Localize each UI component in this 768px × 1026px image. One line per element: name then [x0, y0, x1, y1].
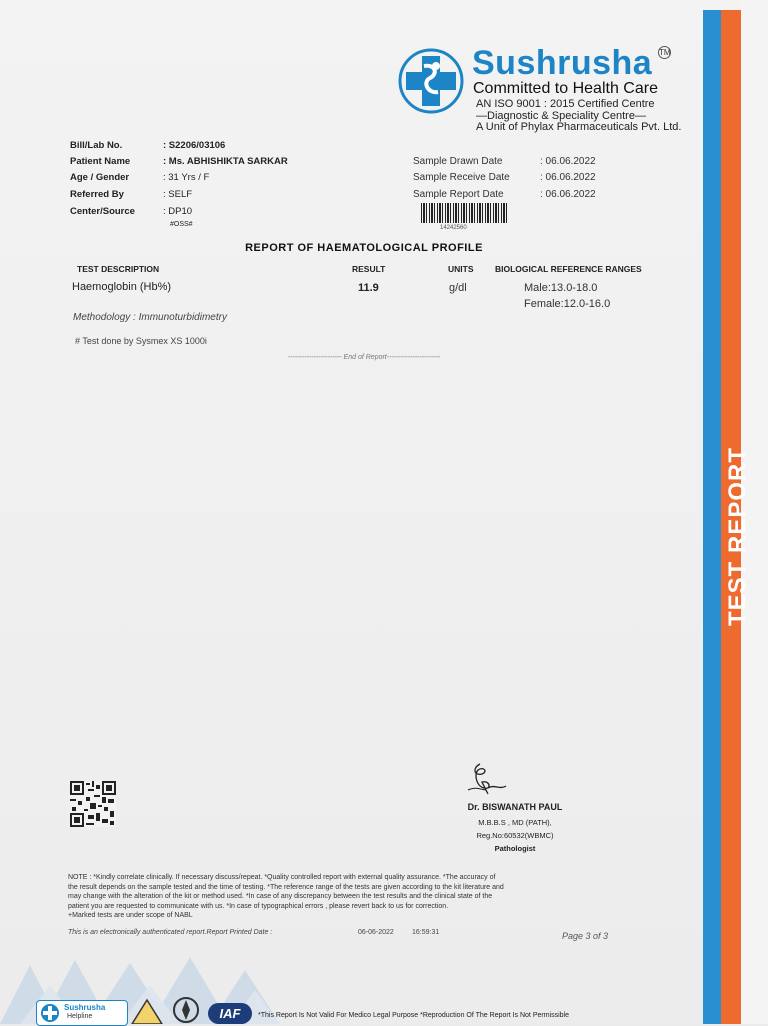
sample-barcode — [421, 203, 507, 223]
disclaimer-note — [68, 873, 608, 921]
header-reference-ranges: BIOLOGICAL REFERENCE RANGES — [495, 264, 642, 274]
note-line: patient you are requested to communicate with us. *In case of typographical errors , please revert back to us for correction. — [68, 902, 449, 910]
header-result: RESULT — [352, 264, 386, 274]
brand-name: Sushrusha — [472, 44, 653, 82]
report-date-value: : 06.06.2022 — [540, 189, 596, 200]
note-line: the result depends on the sample tested and the time of testing. *The reference range of the tests are given according to the kit literature and — [68, 883, 504, 891]
patient-name-label: Patient Name — [70, 156, 131, 167]
pathologist-registration: Reg.No:60532(WBMC) — [476, 831, 554, 840]
receive-date-value: : 06.06.2022 — [540, 172, 596, 183]
test-result: 11.9 — [358, 282, 379, 294]
bill-value: : S2206/03106 — [163, 140, 226, 151]
helpline-brand: Sushrusha — [64, 1003, 106, 1012]
iso-certification: AN ISO 9001 : 2015 Certified Centre — [476, 98, 655, 110]
helpline-logo-icon — [40, 1003, 60, 1023]
parent-company: A Unit of Phylax Pharmaceuticals Pvt. Ltd. — [476, 121, 682, 133]
barcode-number: 14242560 — [440, 225, 467, 231]
receive-date-label: Sample Receive Date — [413, 172, 510, 183]
report-date-label: Sample Report Date — [413, 189, 504, 200]
brand-tagline: Committed to Health Care — [473, 80, 658, 97]
report-title: REPORT OF HAEMATOLOGICAL PROFILE — [245, 242, 483, 254]
note-line: NOTE : *Kindly correlate clinically. If necessary discuss/repeat. *Quality controlled report with external quality assurance. *The accuracy of — [68, 874, 496, 881]
drawn-date-label: Sample Drawn Date — [413, 156, 503, 167]
division-line: —Diagnostic & Speciality Centre— — [476, 110, 646, 122]
note-line: may change with the alteration of the kit or method used. *In case of any discrepancy between the test results and the clinical state of the — [68, 893, 493, 901]
header-units: UNITS — [448, 264, 474, 274]
center-label: Center/Source — [70, 206, 135, 217]
center-value: : DP10 — [163, 206, 193, 217]
age-gender-value: : 31 Yrs / F — [163, 172, 210, 183]
auth-statement: This is an electronically authenticated report.Report Printed Date : — [68, 929, 273, 936]
age-gender-label: Age / Gender — [70, 172, 130, 183]
end-of-report: ----------------------- End of Report----------------------- — [288, 354, 441, 361]
certification-triangle-icon — [130, 998, 164, 1024]
page-number: Page 3 of 3 — [562, 931, 609, 941]
helpline-label: Helpline — [67, 1013, 93, 1020]
range-female: Female:12.0-16.0 — [524, 298, 611, 310]
side-stripe-blue — [703, 10, 721, 1024]
certification-emblem-icon — [172, 996, 200, 1024]
side-banner-title: TEST REPORT — [724, 446, 751, 626]
instrument-note: # Test done by Sysmex XS 1000i — [75, 336, 207, 346]
printed-time: 16:59:31 — [412, 929, 440, 936]
bill-label: Bill/Lab No. — [70, 140, 123, 151]
signature-icon — [462, 760, 510, 798]
note-line: +Marked tests are under scope of NABL — [68, 912, 193, 920]
header-test-description: TEST DESCRIPTION — [77, 264, 160, 274]
test-name: Haemoglobin (Hb%) — [72, 281, 172, 293]
pathologist-degree: M.B.B.S , MD (PATH), — [478, 818, 552, 827]
printed-date: 06-06-2022 — [358, 929, 394, 936]
methodology: Methodology : Immunoturbidimetry — [73, 312, 227, 323]
helpline-badge — [36, 1000, 128, 1026]
trademark-badge: TM — [659, 48, 671, 57]
patient-name-value: : Ms. ABHISHIKTA SARKAR — [163, 156, 288, 167]
iaf-badge: IAF — [208, 1003, 252, 1024]
drawn-date-value: : 06.06.2022 — [540, 156, 596, 167]
pathologist-name: Dr. BISWANATH PAUL — [467, 802, 563, 812]
sushrusha-logo-icon — [398, 48, 464, 114]
test-units: g/dl — [449, 282, 467, 294]
oss-marker: #OSS# — [170, 221, 193, 228]
referred-by-label: Referred By — [70, 189, 124, 200]
referred-by-value: : SELF — [163, 189, 193, 200]
footer-disclaimer: *This Report Is Not Valid For Medico Legal Purpose *Reproduction Of The Report Is Not Permissible — [258, 1012, 569, 1019]
pathologist-role: Pathologist — [494, 844, 536, 853]
qr-code-icon — [70, 781, 116, 827]
range-male: Male:13.0-18.0 — [524, 282, 598, 294]
